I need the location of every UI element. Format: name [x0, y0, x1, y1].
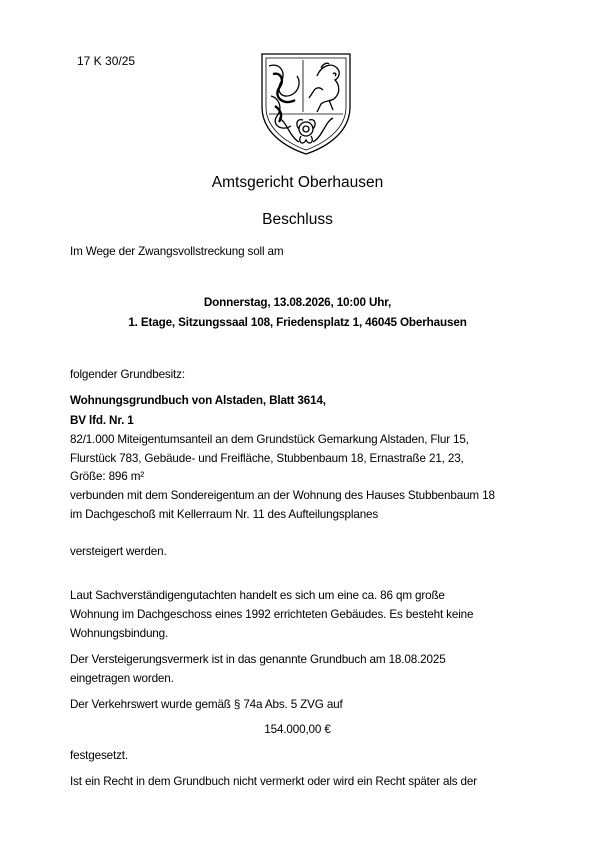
property-label: folgender Grundbesitz:: [70, 368, 185, 381]
document-type-title: Beschluss: [262, 211, 333, 228]
registration-line: Der Versteigerungsvermerk ist in das genannte Grundbuch am 18.08.2025: [70, 653, 446, 666]
footer-line: Ist ein Recht in dem Grundbuch nicht vermerkt oder wird ein Recht später als der: [70, 775, 477, 788]
auction-closing: versteigert werden.: [70, 545, 167, 558]
property-description-line: im Dachgeschoß mit Kellerraum Nr. 11 des Aufteilungsplanes: [70, 508, 379, 521]
registration-line: eingetragen worden.: [70, 672, 174, 685]
intro-text: Im Wege der Zwangsvollstreckung soll am: [70, 245, 284, 258]
appointment-location: 1. Etage, Sitzungssaal 108, Friedensplatz 1, 46045 Oberhausen: [128, 316, 467, 329]
market-value-amount: 154.000,00 €: [264, 723, 331, 736]
appraisal-line: Laut Sachverständigengutachten handelt es sich um eine ca. 86 qm große: [70, 589, 445, 602]
property-description-line: Flurstück 783, Gebäude- und Freifläche, Stubbenbaum 18, Ernastraße 21, 23,: [70, 452, 464, 465]
register-number: BV lfd. Nr. 1: [70, 414, 134, 427]
market-value-intro: Der Verkehrswert wurde gemäß § 74a Abs. 5 ZVG auf: [70, 698, 343, 711]
market-value-closing: festgesetzt.: [70, 749, 128, 762]
appraisal-line: Wohnungsbindung.: [70, 627, 169, 640]
appointment-date-time: Donnerstag, 13.08.2026, 10:00 Uhr,: [203, 296, 392, 309]
property-description-line: 82/1.000 Miteigentumsanteil an dem Grundstück Gemarkung Alstaden, Flur 15,: [70, 433, 469, 446]
case-number: 17 K 30/25: [77, 54, 136, 68]
appraisal-line: Wohnung im Dachgeschoss eines 1992 errichteten Gebäudes. Es besteht keine: [70, 608, 474, 621]
court-name: Amtsgericht Oberhausen: [211, 174, 384, 191]
property-description-line: Größe: 896 m²: [70, 470, 145, 483]
nrw-coat-of-arms-icon: [259, 52, 353, 156]
property-description-line: verbunden mit dem Sondereigentum an der Wohnung des Hauses Stubbenbaum 18: [70, 489, 495, 502]
register-title: Wohnungsgrundbuch von Alstaden, Blatt 3614,: [70, 394, 326, 407]
